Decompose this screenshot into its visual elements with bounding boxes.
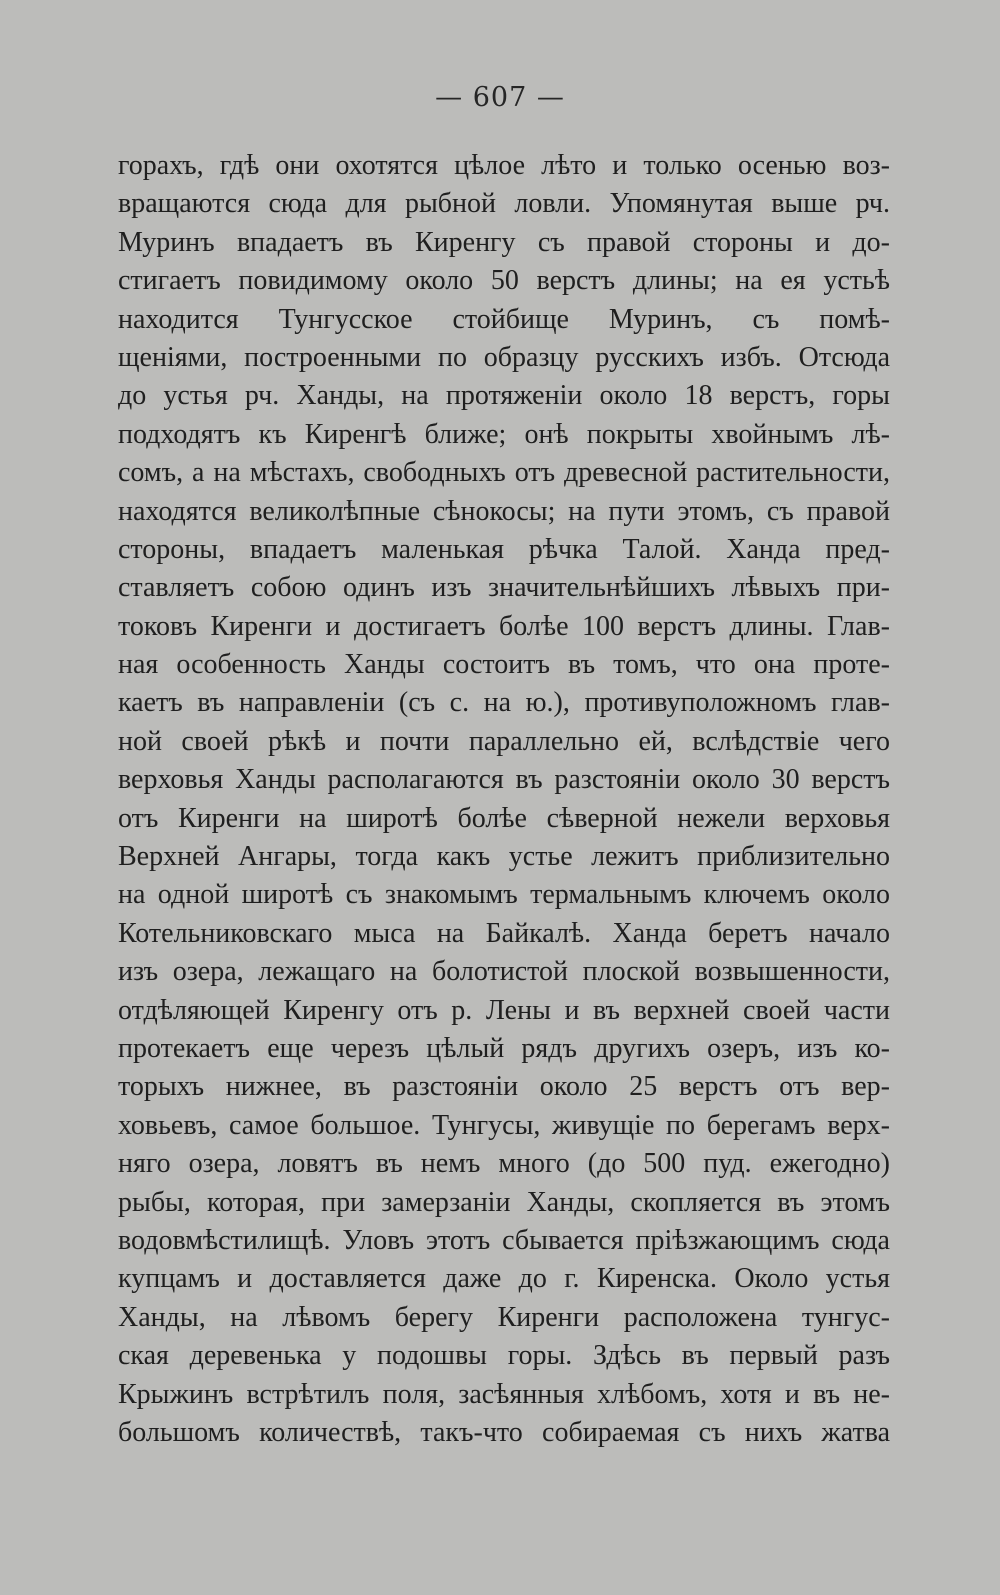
text-line: находятся великолѣпные сѣнокосы; на пути этомъ, съ правой <box>118 495 890 527</box>
text-line: Ханды, на лѣвомъ берегу Киренги расположена тунгус- <box>118 1301 890 1333</box>
text-line: вращаются сюда для рыбной ловли. Упомянутая выше рч. <box>118 188 890 220</box>
text-line: Котельниковскаго мыса на Байкалѣ. Ханда беретъ начало <box>118 917 890 949</box>
text-line: Верхней Ангары, тогда какъ устье лежитъ приблизительно <box>118 841 890 873</box>
page-text-body <box>118 147 890 1452</box>
text-line: Крыжинъ встрѣтилъ поля, засѣянныя хлѣбомъ, хотя и въ не- <box>118 1378 890 1410</box>
text-line: стороны, впадаетъ маленькая рѣчка Талой. Ханда пред- <box>118 533 890 565</box>
text-line: отдѣляющей Киренгу отъ р. Лены и въ верхней своей части <box>118 994 890 1026</box>
text-line: ская деревенька у подошвы горы. Здѣсь въ первый разъ <box>118 1340 890 1372</box>
text-line: каетъ въ направленіи (съ с. на ю.), противуположномъ глав- <box>118 687 890 719</box>
text-line: Муринъ впадаетъ въ Киренгу съ правой стороны и до- <box>118 226 890 258</box>
text-line: сомъ, а на мѣстахъ, свободныхъ отъ древесной растительности, <box>118 457 890 489</box>
text-line: рыбы, которая, при замерзаніи Ханды, скопляется въ этомъ <box>118 1186 890 1218</box>
text-line: протекаетъ еще черезъ цѣлый рядъ другихъ озеръ, изъ ко- <box>118 1032 890 1064</box>
text-line: щеніями, построенными по образцу русскихъ избъ. Отсюда <box>118 341 890 373</box>
text-line: купцамъ и доставляется даже до г. Киренска. Около устья <box>118 1263 890 1295</box>
text-line: водовмѣстилищѣ. Уловъ этотъ сбывается пріѣзжающимъ сюда <box>118 1224 890 1256</box>
text-line: верховья Ханды располагаются въ разстояніи около 30 верстъ <box>118 764 890 796</box>
text-line: ставляетъ собою одинъ изъ значительнѣйшихъ лѣвыхъ при- <box>118 572 890 604</box>
text-line: ная особенность Ханды состоитъ въ томъ, что она проте- <box>118 649 890 681</box>
text-line: няго озера, ловятъ въ немъ много (до 500 пуд. ежегодно) <box>118 1148 890 1180</box>
text-line: торыхъ нижнее, въ разстояніи около 25 верстъ отъ вер- <box>118 1071 890 1103</box>
page-number: — 607 — <box>435 82 565 113</box>
text-line: ховьевъ, самое большое. Тунгусы, живущіе по берегамъ верх- <box>118 1109 890 1141</box>
text-line: изъ озера, лежащаго на болотистой плоской возвышенности, <box>118 956 890 988</box>
text-line: стигаетъ повидимому около 50 верстъ длины; на ея устьѣ <box>118 265 890 297</box>
text-line: ной своей рѣкѣ и почти параллельно ей, вслѣдствіе чего <box>118 725 890 757</box>
text-line: большомъ количествѣ, такъ-что собираемая съ нихъ жатва <box>118 1416 890 1448</box>
text-line: отъ Киренги на широтѣ болѣе сѣверной нежели верховья <box>118 802 890 834</box>
text-line: горахъ, гдѣ они охотятся цѣлое лѣто и только осенью воз- <box>118 150 890 181</box>
text-line: находится Тунгусское стойбище Муринъ, съ помѣ- <box>118 303 890 335</box>
text-line: токовъ Киренги и достигаетъ болѣе 100 верстъ длины. Глав- <box>118 610 890 642</box>
text-line: до устья рч. Ханды, на протяженіи около 18 верстъ, горы <box>118 380 890 412</box>
text-line: подходятъ къ Киренгѣ ближе; онѣ покрыты хвойнымъ лѣ- <box>118 418 890 450</box>
text-line: на одной широтѣ съ знакомымъ термальнымъ ключемъ около <box>118 879 890 911</box>
